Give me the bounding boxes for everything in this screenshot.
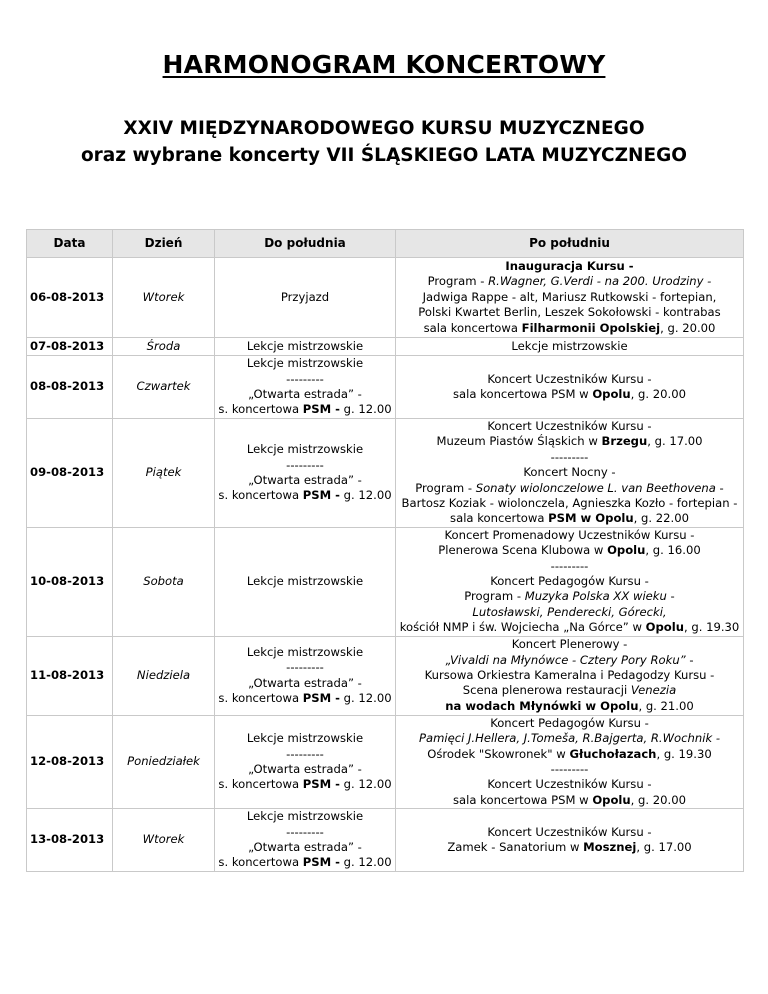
header-day: Dzień	[113, 230, 215, 258]
row-day: Niedziela	[113, 636, 215, 715]
concert-schedule-table	[26, 229, 744, 872]
row-afternoon: Lekcje mistrzowskie	[396, 338, 744, 356]
table-row	[27, 527, 744, 636]
row-afternoon: Koncert Uczestników Kursu - Muzeum Piastów Śląskich w Brzegu, g. 17.00 --------- Koncert Nocny - Program - Sonaty wiolonczelowe L. van Beethovena - Bartosz Koziak - wiolonczela, Agnieszka Kozło - fortepian - sala koncertowa PSM w Opolu, g. 22.00	[396, 419, 744, 528]
row-morning: Lekcje mistrzowskie --------- „Otwarta estrada” - s. koncertowa PSM - g. 12.00	[215, 715, 396, 808]
row-date: 07-08-2013	[27, 338, 113, 356]
row-date: 13-08-2013	[27, 809, 113, 872]
table-row	[27, 338, 744, 356]
table-row	[27, 419, 744, 528]
row-afternoon: Koncert Plenerowy - „Vivaldi na Młynówce - Cztery Pory Roku” - Kursowa Orkiestra Kameralna i Pedagodzy Kursu - Scena plenerowa restauracji Venezia na wodach Młynówki w Opolu, g. 21.00	[396, 636, 744, 715]
row-day: Wtorek	[113, 258, 215, 338]
row-day: Czwartek	[113, 356, 215, 419]
row-date: 10-08-2013	[27, 527, 113, 636]
row-day: Piątek	[113, 419, 215, 528]
header-date: Data	[27, 230, 113, 258]
row-date: 08-08-2013	[27, 356, 113, 419]
row-day: Środa	[113, 338, 215, 356]
row-afternoon: Koncert Uczestników Kursu - sala koncertowa PSM w Opolu, g. 20.00	[396, 356, 744, 419]
table-row	[27, 258, 744, 338]
subtitle-line-2: oraz wybrane koncerty VII ŚLĄSKIEGO LATA MUZYCZNEGO	[80, 145, 688, 166]
row-morning: Lekcje mistrzowskie --------- „Otwarta estrada” - s. koncertowa PSM - g. 12.00	[215, 809, 396, 872]
row-day: Wtorek	[113, 809, 215, 872]
row-morning: Lekcje mistrzowskie --------- „Otwarta estrada” - s. koncertowa PSM - g. 12.00	[215, 356, 396, 419]
subtitle-line-1: XXIV MIĘDZYNARODOWEGO KURSU MUZYCZNEGO	[123, 118, 645, 139]
table-row	[27, 809, 744, 872]
table-row	[27, 356, 744, 419]
row-day: Sobota	[113, 527, 215, 636]
page-title: HARMONOGRAM KONCERTOWY	[162, 50, 606, 79]
row-date: 11-08-2013	[27, 636, 113, 715]
row-morning: Przyjazd	[215, 258, 396, 338]
header-afternoon: Po południu	[396, 230, 744, 258]
table-header-row	[27, 230, 744, 258]
row-day: Poniedziałek	[113, 715, 215, 808]
row-date: 12-08-2013	[27, 715, 113, 808]
row-afternoon: Koncert Uczestników Kursu - Zamek - Sanatorium w Mosznej, g. 17.00	[396, 809, 744, 872]
row-morning: Lekcje mistrzowskie	[215, 338, 396, 356]
row-date: 06-08-2013	[27, 258, 113, 338]
row-date: 09-08-2013	[27, 419, 113, 528]
row-morning: Lekcje mistrzowskie	[215, 527, 396, 636]
table-row	[27, 715, 744, 808]
row-afternoon: Koncert Promenadowy Uczestników Kursu - Plenerowa Scena Klubowa w Opolu, g. 16.00 --------- Koncert Pedagogów Kursu - Program - Muzyka Polska XX wieku - Lutosławski, Penderecki, Górecki, kościół NMP i św. Wojciecha „Na Górce” w Opolu, g. 19.30	[396, 527, 744, 636]
row-afternoon: Koncert Pedagogów Kursu - Pamięci J.Hellera, J.Tomeša, R.Bajgerta, R.Wochnik - Ośrodek "Skowronek" w Głuchołazach, g. 19.30 --------- Koncert Uczestników Kursu - sala koncertowa PSM w Opolu, g. 20.00	[396, 715, 744, 808]
table-row	[27, 636, 744, 715]
row-morning: Lekcje mistrzowskie --------- „Otwarta estrada” - s. koncertowa PSM - g. 12.00	[215, 636, 396, 715]
header-morning: Do południa	[215, 230, 396, 258]
row-morning: Lekcje mistrzowskie --------- „Otwarta estrada” - s. koncertowa PSM - g. 12.00	[215, 419, 396, 528]
row-afternoon: Inauguracja Kursu - Program - R.Wagner, G.Verdi - na 200. Urodziny - Jadwiga Rappe - alt, Mariusz Rutkowski - fortepian, Polski Kwartet Berlin, Leszek Sokołowski - kontrabas sala koncertowa Filharmonii Opolskiej, g. 20.00	[396, 258, 744, 338]
